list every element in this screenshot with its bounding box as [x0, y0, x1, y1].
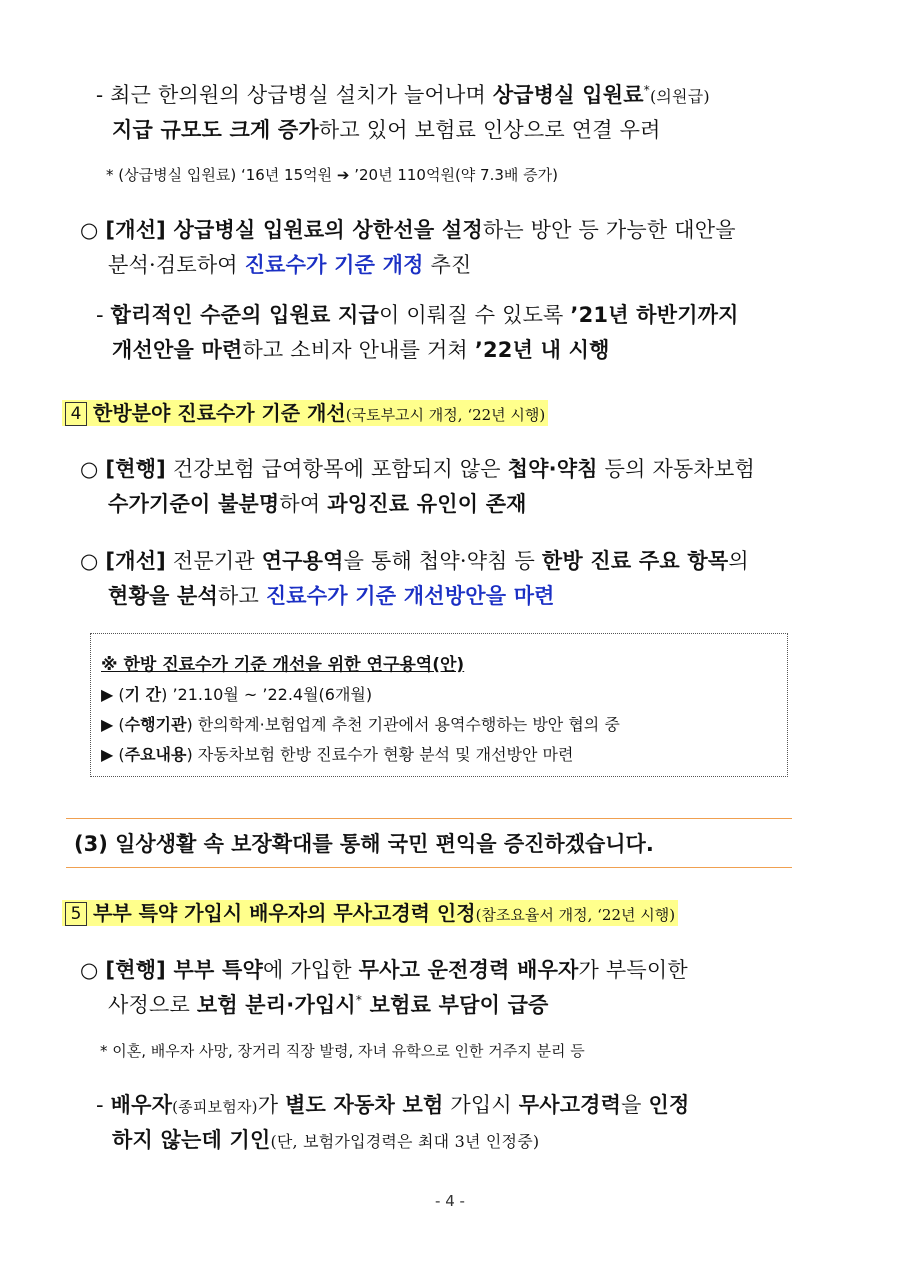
- section-4-number: 4: [65, 402, 87, 426]
- research-plan-row-agency: ▶ (수행기관) 한의학계·보험업계 추천 기관에서 용역수행하는 방안 협의 중: [101, 715, 620, 734]
- para-4-line-1: ○ [현행] 건강보험 급여항목에 포함되지 않은 첩약·약침 등의 자동차보험: [80, 457, 755, 481]
- para-7-line-1: - 배우자(종피보험자)가 별도 자동차 보험 가입시 무사고경력을 인정: [96, 1093, 690, 1117]
- section-5-number: 5: [65, 902, 87, 926]
- para-1-line-1: - 최근 한의원의 상급병실 설치가 늘어나며 상급병실 입원료*(의원급): [96, 83, 710, 107]
- para-4-line-2: 수가기준이 불분명하여 과잉진료 유인이 존재: [108, 492, 527, 516]
- para-6-line-1: ○ [현행] 부부 특약에 가입한 무사고 운전경력 배우자가 부득이한: [80, 958, 688, 982]
- note-1: * (상급병실 입원료) ‘16년 15억원 ➔ ’20년 110억원(약 7.3배 증가): [106, 166, 559, 184]
- section-4-heading: 4 한방분야 진료수가 기준 개선(국토부고시 개정, ‘22년 시행): [62, 398, 548, 430]
- para-5-line-1: ○ [개선] 전문기관 연구용역을 통해 첩약·약침 등 한방 진료 주요 항목의: [80, 549, 749, 573]
- note-2: * 이혼, 배우자 사망, 장거리 직장 발령, 자녀 유학으로 인한 거주지 분리 등: [100, 1042, 585, 1060]
- divider-top: [66, 818, 792, 819]
- research-plan-row-period: ▶ (기 간) ’21.10월 ~ ’22.4월(6개월): [101, 685, 373, 704]
- page-number: - 4 -: [435, 1192, 465, 1210]
- divider-bottom: [66, 867, 792, 868]
- para-7-line-2: 하지 않는데 기인(단, 보험가입경력은 최대 3년 인정중): [112, 1128, 540, 1152]
- para-6-line-2: 사정으로 보험 분리·가입시* 보험료 부담이 급증: [108, 993, 549, 1017]
- research-plan-row-content: ▶ (주요내용) 자동차보험 한방 진료수가 현황 분석 및 개선방안 마련: [101, 745, 574, 764]
- research-plan-box: [90, 633, 788, 777]
- para-3-line-1: - 합리적인 수준의 입원료 지급이 이뤄질 수 있도록 ’21년 하반기까지: [96, 303, 739, 327]
- para-1-line-2: 지급 규모도 크게 증가하고 있어 보험료 인상으로 연결 우려: [112, 118, 661, 142]
- para-5-line-2: 현황을 분석하고 진료수가 기준 개선방안을 마련: [108, 584, 555, 608]
- para-2-line-1: ○ [개선] 상급병실 입원료의 상한선을 설정하는 방안 등 가능한 대안을: [80, 218, 736, 242]
- section-3-title: (3) 일상생활 속 보장확대를 통해 국민 편익을 증진하겠습니다.: [74, 832, 654, 856]
- para-3-line-2: 개선안을 마련하고 소비자 안내를 거쳐 ’22년 내 시행: [112, 338, 610, 362]
- research-plan-title: ※ 한방 진료수가 기준 개선을 위한 연구용역(안): [101, 655, 465, 675]
- section-5-heading: 5 부부 특약 가입시 배우자의 무사고경력 인정(참조요율서 개정, ‘22년 시행): [62, 898, 678, 930]
- para-2-line-2: 분석·검토하여 진료수가 기준 개정 추진: [108, 253, 472, 277]
